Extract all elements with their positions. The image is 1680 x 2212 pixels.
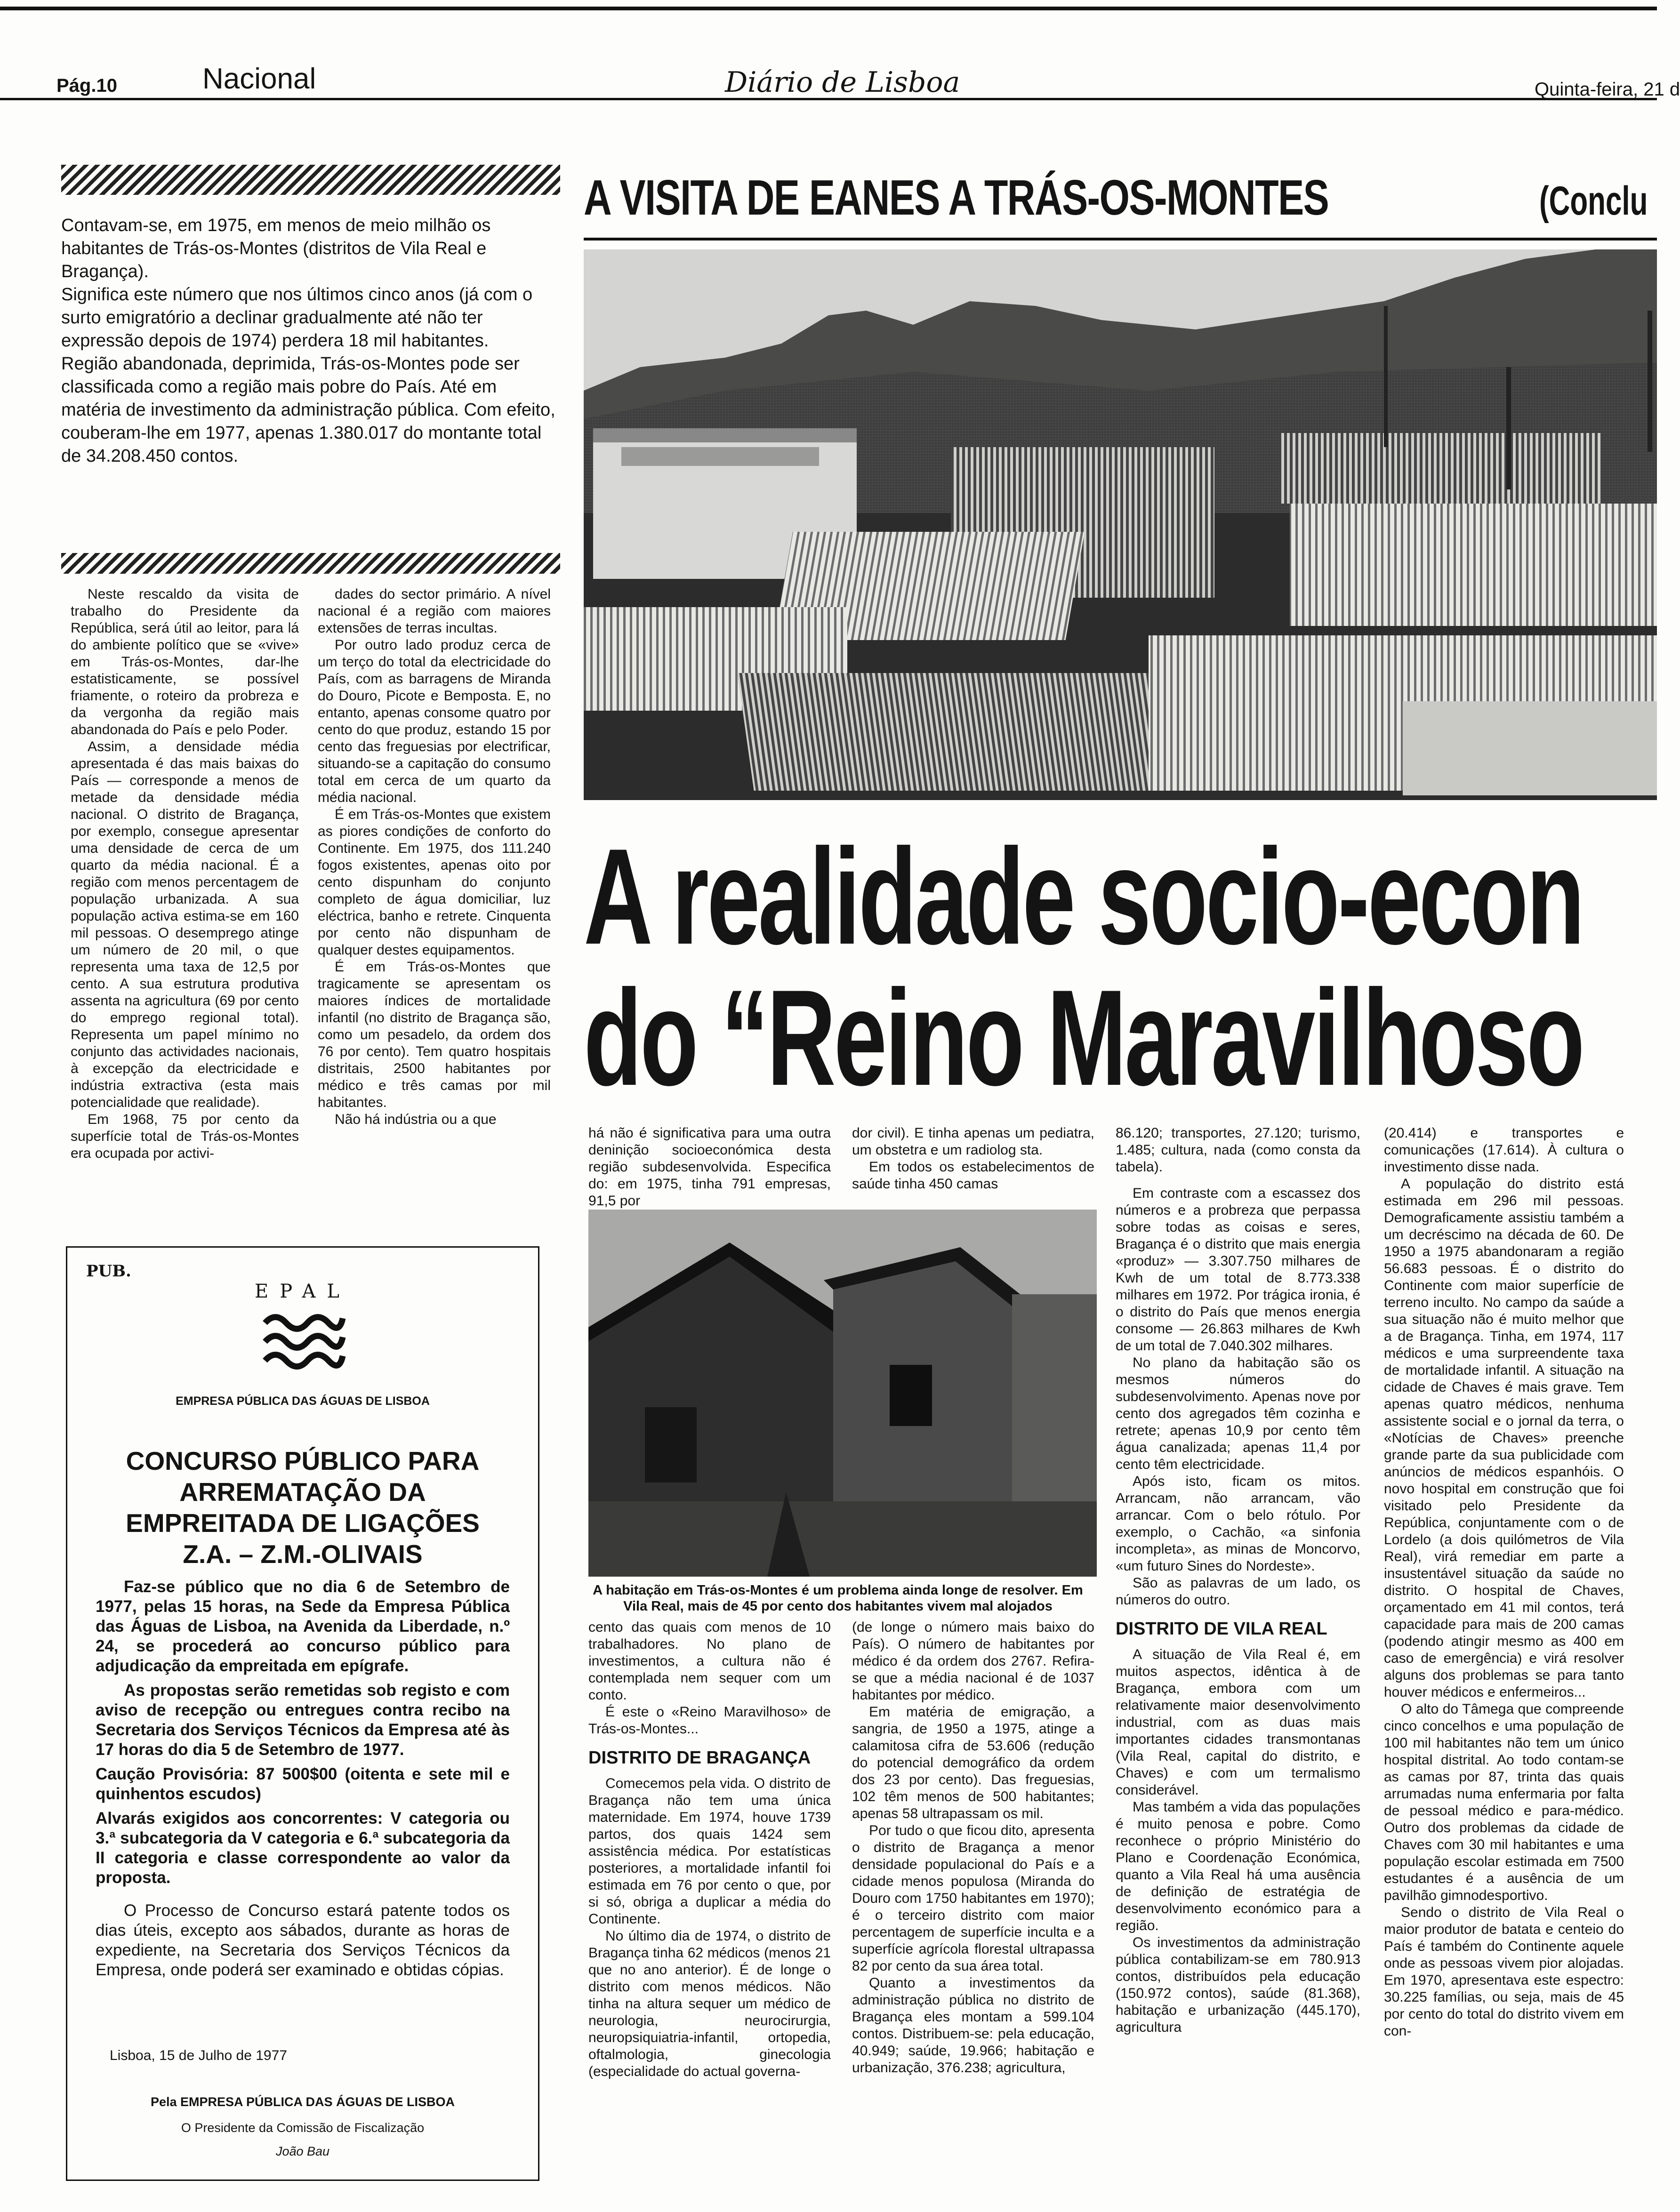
- paragraph: Por tudo o que ficou dito, apresenta o distrito de Bragança a menor densidade populacional do País e a cidade menos populosa (Miranda do Douro com 1750 habitantes em 1970); é o terceiro distrito com maior percentagem de superfície inculta e a superfície agrícola florestal ultrapassa 82 por cento da sua área total.: [852, 1823, 1094, 1974]
- ad-paragraph: Faz-se público que no dia 6 de Setembro de 1977, pelas 15 horas, na Sede da Empresa Pública das Águas de Lisboa, na Avenida da Liberdade, n.º 24, se procederá ao concurso público para adjudicação da empreitada em epígrafe.: [96, 1578, 510, 1675]
- hatch-band-top: [61, 165, 560, 195]
- ad-signature-line-2: O Presidente da Comissão de Fiscalização: [181, 2121, 425, 2135]
- hatch-band-bottom: [61, 553, 560, 574]
- landscape-photo: [584, 249, 1657, 800]
- intro-summary: [61, 214, 560, 468]
- paragraph: há não é significativa para uma outra deninição socioeconómica desta região subdesenvolvida. Especifica do: em 1975, tinha 791 empresas, 91,5 por: [588, 1125, 831, 1209]
- section-subheading: DISTRITO DE BRAGANÇA: [588, 1748, 811, 1768]
- paragraph: cento das quais com menos de 10 trabalhadores. No plano de investimentos, a cultura não é contemplada nem sequer com um conto.: [588, 1619, 831, 1703]
- paragraph: Em matéria de emigração, a sangria, de 1950 a 1975, atinge a calamitosa cifra de 53.606 (redução do potencial demográfico da ordem dos 23 por cento). Das freguesias, 102 têm menos de 500 habitantes; apenas 58 ultrapassam os mil.: [852, 1704, 1094, 1821]
- paragraph: Em contraste com a escassez dos números e a probreza que perpassa sobre todas as coisas e seres, Bragança é o distrito que mais energia «produz» — 3.307.750 milhares de Kwh de um total de 8.773.338 milhares em 1972. Por trágica ironia, é o distrito do País que menos energia consome — 26.863 milhares de Kwh de um total de 7.040.302 milhares.: [1116, 1186, 1360, 1354]
- intro-paragraph: Região abandonada, deprimida, Trás-os-Montes pode ser classificada como a região mais pobre do País. Até em matéria de investimento da administração pública. Com efeito, couberam-lhe em 1977, apenas 1.380.017 do montante total de 34.208.450 contos.: [61, 354, 555, 466]
- main-headline-line-1: A realidade socio-econ: [584, 820, 1583, 973]
- article-column-a: [588, 1619, 831, 2203]
- article-column-a-top: [588, 1125, 831, 1209]
- paragraph: É em Trás-os-Montes que existem as piores condições de conforto do Continente. Em 1975, dos 111.240 fogos existentes, apenas oito por cento dispunham do conjunto completo de água domiciliar, luz eléctrica, banho e retrete. Cinquenta por cento não dispunham de qualquer destes equipamentos.: [318, 807, 551, 958]
- paragraph: (de longe o número mais baixo do País). O número de habitantes por médico é da ordem dos 2767. Refira-se que a média nacional é de 1037 habitantes por médico.: [852, 1619, 1094, 1703]
- paragraph: dor civil). E tinha apenas um pediatra, um obstetra e um radiolog sta.: [852, 1125, 1094, 1158]
- ad-paragraph: As propostas serão remetidas sob registo e com aviso de recepção ou entregues contra recibo na Secretaria dos Serviços Técnicos da Empresa até às 17 horas do dia 5 de Setembro de 1977.: [96, 1681, 510, 1759]
- epal-advertisement: [66, 1246, 539, 2181]
- ad-paragraph: O Processo de Concurso estará patente todos os dias úteis, excepto aos sábados, durante as horas de expediente, na Secretaria dos Serviços Técnicos da Empresa, onde poderá ser examinado e obtidas cópias.: [96, 1901, 510, 1979]
- ad-date: Lisboa, 15 de Julho de 1977: [110, 2048, 287, 2063]
- ad-pub-label: PUB.: [86, 1262, 131, 1281]
- kicker-headline: A VISITA DE EANES A TRÁS-OS-MONTES: [584, 170, 1329, 225]
- section-name: Nacional: [202, 63, 316, 95]
- kicker-rule: [584, 238, 1657, 240]
- paragraph: São as palavras de um lado, os números do outro.: [1116, 1575, 1360, 1608]
- paragraph: No último dia de 1974, o distrito de Bragança tinha 62 médicos (menos 21 que no ano anterior). É de longe o distrito com menos médicos. Não tinha na altura sequer um médico de neurologia, neurocirurgia, neuropsiquiatria-infantil, ortopedia, oftalmologia, ginecologia (especialidade do actual governa-: [588, 1928, 831, 2079]
- paragraph: Em 1968, 75 por cento da superfície total de Trás-os-Montes era ocupada por activi-: [71, 1112, 299, 1161]
- ad-title: CONCURSO PÚBLICO PARA ARREMATAÇÃO DA EMPREITADA DE LIGAÇÕES Z.A. – Z.M.-OLIVAIS: [126, 1446, 480, 1569]
- article-column-1: [71, 586, 299, 1240]
- newspaper-name: Diário de Lisboa: [725, 66, 960, 99]
- paragraph: Os investimentos da administração pública contabilizam-se em 780.913 contos, distribuídos pela educação (150.972 contos), saúde (81.368), habitação e urbanização (445.170), agricultura: [1116, 1935, 1360, 2035]
- article-column-d: [1384, 1125, 1624, 2203]
- paragraph: É em Trás-os-Montes que tragicamente se apresentam os maiores índices de mortalidade infantil (no distrito de Bragança são, como um pesadelo, da ordem dos 76 por cento). Tem quatro hospitais distritais, 2500 habitantes por médico e três camas por mil habitantes.: [318, 959, 551, 1110]
- article-column-b-top: [852, 1125, 1094, 1205]
- paragraph: Em todos os estabelecimentos de saúde tinha 450 camas: [852, 1159, 1094, 1192]
- paragraph: Por outro lado produz cerca de um terço do total da electricidade do País, com as barragens de Miranda do Douro, Picote e Bemposta. E, no entanto, apenas consome quatro por cento do que produz, estando 15 por cento das freguesias por electrificar, situando-se a capitação do consumo total em cerca de um quarto da média nacional.: [318, 637, 551, 805]
- paragraph: Mas também a vida das populações é muito penosa e pobre. Como reconhece o próprio Ministério do Plano e Coordenação Económica, quanto a Vila Real há uma ausência de definição de estratégia de desenvolvimento económico para a região.: [1116, 1799, 1360, 1933]
- water-waves-logo: [260, 1309, 345, 1379]
- paragraph: A população do distrito está estimada em 296 mil pessoas. Demograficamente assistiu também a um decréscimo na década de 60. De 1950 a 1975 abandonaram a região 56.683 pessoas. É o distrito do Continente com maior superfície de terreno inculto. No campo da saúde a sua situação não é muito melhor que a de Bragança. Tinha, em 1974, 117 médicos e uma surpreendente taxa de mortalidade infantil. A situação na cidade de Chaves é mais grave. Tem apenas quatro médicos, nenhuma assistente social e o jornal da terra, o «Notícias de Chaves» preenche grande parte da sua publicidade com anúncios de médicos espanhóis. O novo hospital em construção que foi visitado pelo Presidente da República, conjuntamente com o de Lordelo (a dois quilómetros de Vila Real), virá remediar em parte a insustentável situação da saúde no distrito. O hospital de Chaves, orçamentado em 41 mil contos, terá capacidade para mais de 200 camas (podendo atingir mesmo as 400 em caso de emergência) e virá resolver alguns dos problemas se para tanto houver médicos e enfermeiros...: [1384, 1176, 1624, 1700]
- main-headline-line-2: do “Reino Maravilhoso: [584, 962, 1583, 1114]
- paragraph: 86.120; transportes, 27.120; turismo, 1.485; cultura, nada (como consta da tabela).: [1116, 1125, 1360, 1175]
- paragraph: Comecemos pela vida. O distrito de Bragança não tem uma única maternidade. Em 1974, houve 1739 partos, dos quais 1424 sem assistência médica. Por estatísticas posteriores, a mortalidade infantil foi estimada em 76 por cento o que, por si só, obriga a duplicar a média do Continente.: [588, 1776, 831, 1927]
- page-number: Pág.10: [56, 75, 117, 96]
- section-subheading: DISTRITO DE VILA REAL: [1116, 1619, 1327, 1639]
- ad-paragraph: Alvarás exigidos aos concorrentes: V categoria ou 3.ª subcategoria da V categoria e 6.ª subcategoria da II categoria e classe correspondente ao valor da proposta.: [96, 1809, 510, 1887]
- photo-caption: A habitação em Trás-os-Montes é um problema ainda longe de resolver. Em Vila Real, mais de 45 por cento dos habitantes vivem mal alojados: [593, 1583, 1083, 1614]
- paragraph: Quanto a investimentos da administração pública no distrito de Bragança eles montam a 599.104 contos. Distribuem-se: pela educação, 40.949; saúde, 19.966; habitação e urbanização, 376.238; agricultura,: [852, 1975, 1094, 2076]
- paragraph: A situação de Vila Real é, em muitos aspectos, idêntica à de Bragança, embora com um relativamente maior desenvolvimento industrial, com as duas mais importantes cidades transmontanas (Vila Real, capital do distrito, e Chaves) e com um termalismo considerável.: [1116, 1647, 1360, 1798]
- intro-paragraph: Contavam-se, em 1975, em menos de meio milhão os habitantes de Trás-os-Montes (distritos de Vila Real e Bragança).: [61, 216, 491, 281]
- issue-date: Quinta-feira, 21 d: [1535, 79, 1680, 100]
- ad-signature-line-1: Pela EMPRESA PÚBLICA DAS ÁGUAS DE LISBOA: [150, 2095, 455, 2109]
- ad-company-name: EMPRESA PÚBLICA DAS ÁGUAS DE LISBOA: [176, 1395, 430, 1408]
- paragraph: É este o «Reino Maravilhoso» de Trás-os-Montes...: [588, 1704, 831, 1737]
- ad-paragraph: Caução Provisória: 87 500$00 (oitenta e sete mil e quinhentos escudos): [96, 1765, 510, 1803]
- ad-signature-line-3: João Bau: [275, 2144, 330, 2158]
- paragraph: Neste rescaldo da visita de trabalho do Presidente da República, será útil ao leitor, para lá do ambiente político que se «vive» em Trás-os-Montes, dar-lhe estatisticamente, se possível friamente, o roteiro da probreza e da vergonha da região mais abandonada do País e pelo Poder.: [71, 586, 299, 737]
- top-rule: [0, 7, 1657, 10]
- article-column-b: [852, 1619, 1094, 2203]
- paragraph: (20.414) e transportes e comunicações (17.614). À cultura o investimento disse nada.: [1384, 1125, 1624, 1175]
- paragraph: Assim, a densidade média apresentada é das mais baixas do País — corresponde a menos de metade da densidade média nacional. O distrito de Bragança, por exemplo, consegue apresentar uma densidade de cerca de um quarto da média nacional. É a região com menos percentagem de população urbanizada. A sua população activa estima-se em 160 mil pessoas. O desemprego atinge um número de 20 mil, o que representa uma taxa de 12,5 por cento. A sua estrutura produtiva assenta na agricultura (69 por cento do emprego regional total). Representa um papel mínimo no conjunto das actividades nacionais, à excepção da electricidade e indústria extractiva (esta mais potencialidade que realidade).: [71, 739, 299, 1110]
- house-photo: [588, 1210, 1097, 1577]
- article-column-c: [1116, 1125, 1360, 2203]
- intro-paragraph: Significa este número que nos últimos cinco anos (já com o surto emigratório a declinar gradualmente até não ter expressão depois de 1974) perdera 18 mil habitantes.: [61, 285, 533, 351]
- paragraph: Não há indústria ou a que: [335, 1112, 497, 1127]
- paragraph: Após isto, ficam os mitos. Arrancam, não arrancam, vão arrancar. Com o belo rótulo. Por exemplo, o Cachão, «a sinfonia incompleta», as minas de Moncorvo, «um futuro Sines do Nordeste».: [1116, 1474, 1360, 1574]
- paragraph: Sendo o distrito de Vila Real o maior produtor de batata e centeio do País é também do Continente aquele onde as pessoas vivem pior alojadas. Em 1970, apresentava este espectro: 30.225 famílias, ou seja, mais de 45 por cento do total do distrito vivem em con-: [1384, 1905, 1624, 2039]
- paragraph: dades do sector primário. A nível nacional é a região com maiores extensões de terras incultas.: [318, 586, 551, 636]
- kicker-suffix: (Conclu: [1539, 178, 1648, 224]
- epal-logo-text: EPAL: [255, 1281, 351, 1302]
- article-column-2: [318, 586, 551, 1240]
- paragraph: O alto do Tâmega que compreende cinco concelhos e uma população de 100 mil habitantes não tem um único hospital distrital. Ao todo contam-se as camas por 87, trinta das quais arrumadas numa enfermaria por falta de pessoal médico e para-médico. Outro dos problemas da cidade de Chaves com 30 mil habitantes e uma população escolar estimada em 7500 estudantes é a ausência de um pavilhão gimnodesportivo.: [1384, 1701, 1624, 1903]
- paragraph: No plano da habitação são os mesmos números do subdesenvolvimento. Apenas nove por cento dos agregados têm cozinha e retrete; apenas 10,9 por cento têm água canalizada; apenas 11,4 por cento têm electricidade.: [1116, 1355, 1360, 1472]
- ad-body: [96, 1577, 510, 1985]
